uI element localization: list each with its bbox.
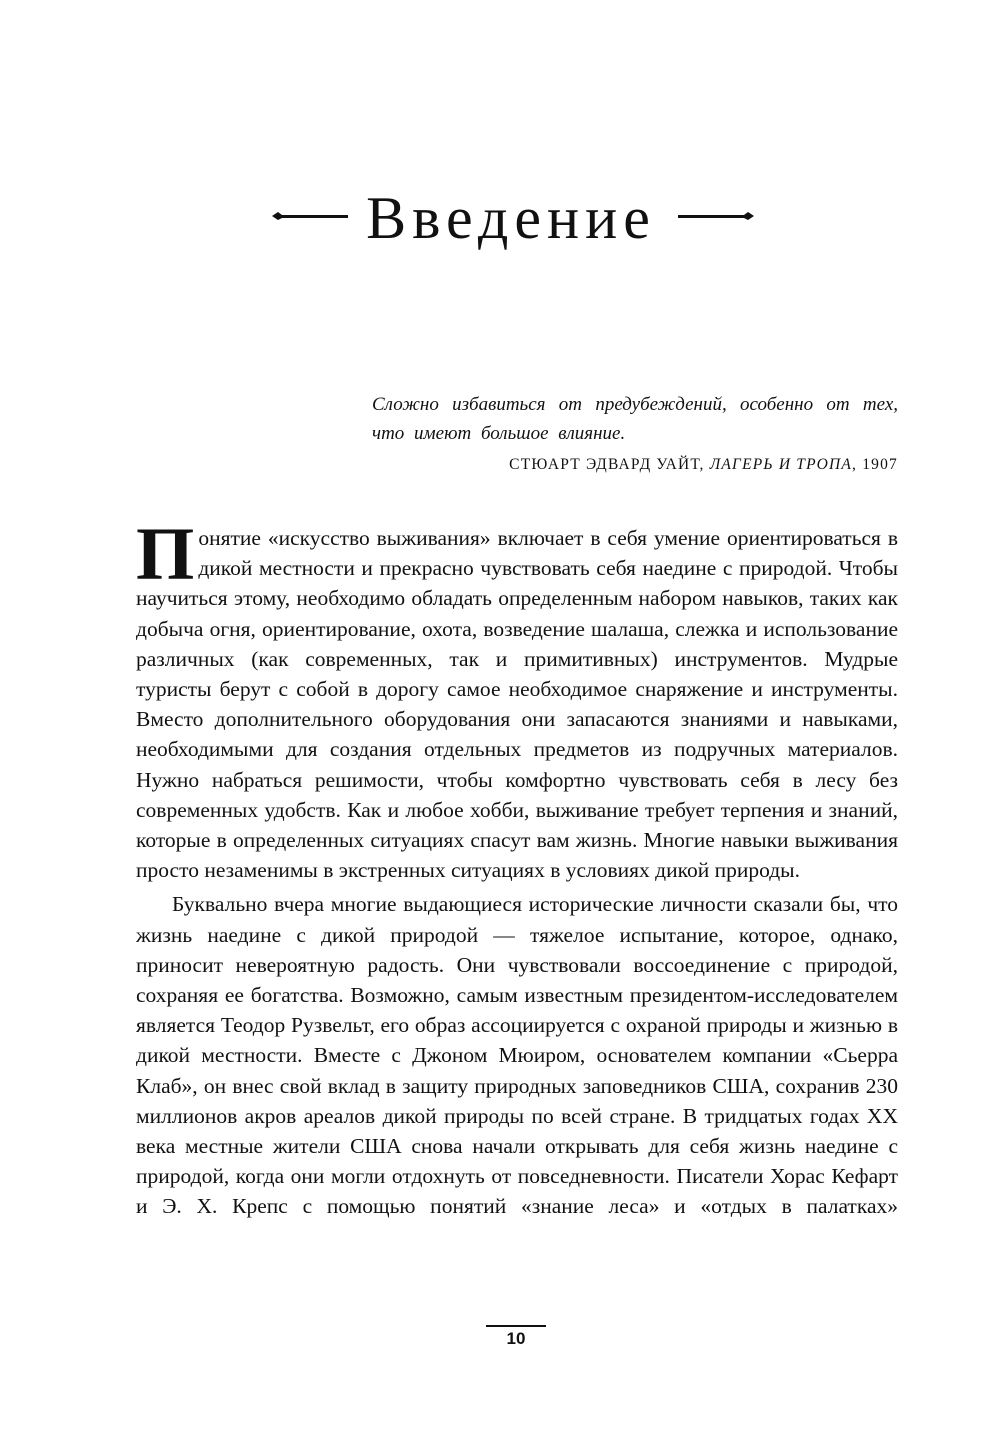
left-ornament-icon: [272, 210, 348, 222]
paragraph-2: Буквально вчера многие выдающиеся исторические личности сказали бы, что жизнь наедине с дикой природой — тяжелое испытание, которое, однако, приносит невероятную радость. Они чувствовали воссоединение с природой, сохраняя ее богатства. Возможно, самым известным президентом-исследователем является Теодор Рузвельт, его образ ассоциируется с охраной природы и жизнью в дикой местности. Вместе с Джоном Мюиром, основателем компании «Сьерра Клаб», он внес свой вклад в защиту природных заповедников США, сохранив 230 миллионов акров ареалов дикой природы по всей стране. В тридцатых годах XX века местные жители США снова начали открывать для себя жизнь наедине с природой, когда они могли отдохнуть от повседневности. Писатели Хорас Кефарт и Э. Х. Крепс с помощью понятий «знание леса» и «отдых в палатках»: [136, 892, 898, 1219]
paragraph-1-text: онятие «искусство выживания» включает в себя умение ориентироваться в дикой местности и прекрасно чувствовать себя наедине с природой. Чтобы научиться этому, необходимо обладать определенным набором навыков, таких как добыча огня, ориентирование, охота, возведение шалаша, слежка и использование различных (как современных, так и примитивных) инструментов. Мудрые туристы берут с собой в дорогу самое необходимое снаряжение и инструменты. Вместо дополнительного оборудования они запасаются знаниями и навыками, необходимыми для создания отдельных предметов из подручных материалов. Нужно набраться решимости, чтобы комфортно чувствовать себя в лесу без современных удобств. Как и любое хобби, выживание требует терпения и знаний, которые в определенных ситуациях спасут вам жизнь. Многие навыки выживания просто незаменимы в экстренных ситуациях в условиях дикой природы.: [136, 526, 898, 883]
epigraph-year: , 1907: [852, 456, 898, 473]
paragraph-1: [136, 513, 898, 885]
epigraph-author: СТЮАРТ ЭДВАРД УАЙТ,: [509, 456, 710, 473]
chapter-title: Введение: [366, 185, 656, 251]
body-text: [136, 513, 898, 1222]
chapter-header: [0, 186, 986, 256]
epigraph-quote: Сложно избавиться от предубеждений, особенно от тех, что имеют большое влияние.: [372, 394, 898, 444]
page-number-rule: [486, 1325, 546, 1327]
epigraph-book: ЛАГЕРЬ И ТРОПА: [709, 456, 853, 473]
epigraph: [372, 390, 898, 482]
right-ornament-icon: [678, 210, 754, 222]
epigraph-source: [372, 448, 898, 482]
drop-cap: П: [136, 513, 195, 596]
page-number: 10: [506, 1329, 526, 1348]
